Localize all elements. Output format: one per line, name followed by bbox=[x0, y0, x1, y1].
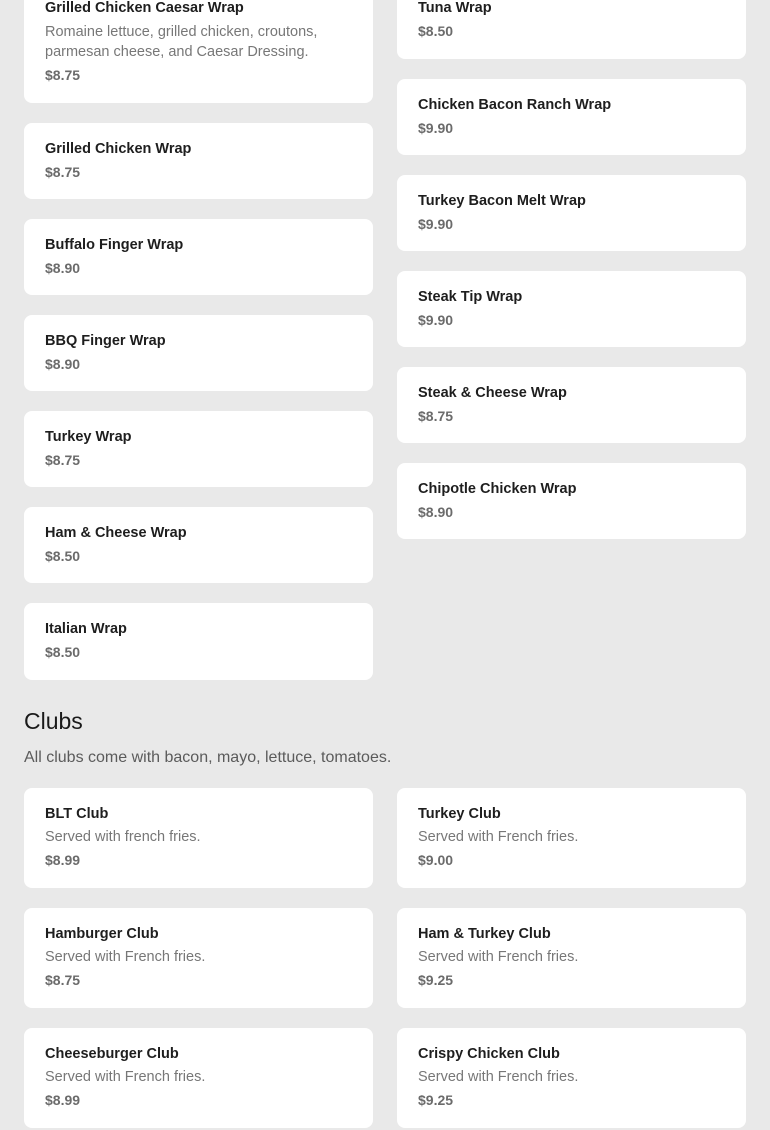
item-name: Crispy Chicken Club bbox=[418, 1046, 560, 1062]
item-name: Tuna Wrap bbox=[418, 0, 492, 16]
item-price: $8.90 bbox=[45, 356, 81, 372]
menu-item-card[interactable] bbox=[397, 367, 746, 443]
item-price: $8.99 bbox=[45, 1092, 81, 1108]
item-name: BLT Club bbox=[45, 806, 109, 822]
menu-item-card[interactable] bbox=[24, 0, 373, 103]
item-description: Served with French fries. bbox=[45, 949, 206, 965]
item-name: Steak & Cheese Wrap bbox=[418, 385, 567, 401]
menu-item-card[interactable] bbox=[397, 1028, 746, 1128]
item-name: BBQ Finger Wrap bbox=[45, 333, 166, 349]
menu-item-card[interactable] bbox=[397, 175, 746, 251]
item-description: Served with French fries. bbox=[418, 829, 579, 845]
menu-item-card[interactable] bbox=[397, 788, 746, 888]
menu-item-card[interactable] bbox=[24, 908, 373, 1008]
item-price: $8.75 bbox=[45, 452, 81, 468]
item-name: Ham & Cheese Wrap bbox=[45, 525, 187, 541]
item-description: Served with French fries. bbox=[418, 1069, 579, 1085]
item-name: Turkey Bacon Melt Wrap bbox=[418, 193, 586, 209]
section-subtitle: All clubs come with bacon, mayo, lettuce, tomatoes. bbox=[24, 749, 392, 766]
menu-item-card[interactable] bbox=[24, 315, 373, 391]
item-name: Chicken Bacon Ranch Wrap bbox=[418, 97, 612, 113]
item-name: Hamburger Club bbox=[45, 926, 159, 942]
section-title: Clubs bbox=[24, 708, 83, 734]
menu-item-card[interactable] bbox=[24, 219, 373, 295]
menu-item-card[interactable] bbox=[24, 603, 373, 680]
item-price: $9.25 bbox=[418, 972, 454, 988]
item-name: Italian Wrap bbox=[45, 621, 127, 637]
item-price: $9.90 bbox=[418, 312, 454, 328]
item-price: $8.50 bbox=[45, 644, 81, 660]
menu-item-card[interactable] bbox=[397, 271, 746, 347]
item-price: $9.90 bbox=[418, 120, 454, 136]
item-price: $8.90 bbox=[45, 260, 81, 276]
menu-item-card[interactable] bbox=[397, 0, 746, 59]
menu-item-card[interactable] bbox=[24, 411, 373, 487]
item-price: $8.50 bbox=[45, 548, 81, 564]
item-price: $8.75 bbox=[45, 67, 81, 83]
item-name: Ham & Turkey Club bbox=[418, 926, 551, 942]
item-price: $9.25 bbox=[418, 1092, 454, 1108]
menu-item-card[interactable] bbox=[397, 79, 746, 155]
item-name: Chipotle Chicken Wrap bbox=[418, 481, 577, 497]
item-price: $9.90 bbox=[418, 216, 454, 232]
item-price: $8.75 bbox=[418, 408, 454, 424]
item-name: Grilled Chicken Caesar Wrap bbox=[45, 0, 244, 16]
menu-item-card[interactable] bbox=[397, 463, 746, 539]
item-description: Served with French fries. bbox=[418, 949, 579, 965]
menu-item-card[interactable] bbox=[24, 507, 373, 583]
menu-item-card[interactable] bbox=[24, 788, 373, 888]
item-name: Turkey Wrap bbox=[45, 429, 132, 445]
item-name: Turkey Club bbox=[418, 806, 501, 822]
item-name: Grilled Chicken Wrap bbox=[45, 141, 192, 157]
item-description: Served with french fries. bbox=[45, 829, 201, 845]
item-name: Steak Tip Wrap bbox=[418, 289, 523, 305]
item-name: Cheeseburger Club bbox=[45, 1046, 179, 1062]
item-price: $9.00 bbox=[418, 852, 454, 868]
item-price: $8.99 bbox=[45, 852, 81, 868]
menu-item-card[interactable] bbox=[397, 908, 746, 1008]
menu-item-card[interactable] bbox=[24, 123, 373, 199]
menu-item-card[interactable] bbox=[24, 1028, 373, 1128]
item-price: $8.90 bbox=[418, 504, 454, 520]
item-name: Buffalo Finger Wrap bbox=[45, 237, 184, 253]
item-price: $8.50 bbox=[418, 23, 454, 39]
item-description: Served with French fries. bbox=[45, 1069, 206, 1085]
item-price: $8.75 bbox=[45, 972, 81, 988]
item-description: Romaine lettuce, grilled chicken, croutons, parmesan cheese, and Caesar Dressing. bbox=[45, 24, 318, 60]
item-price: $8.75 bbox=[45, 164, 81, 180]
